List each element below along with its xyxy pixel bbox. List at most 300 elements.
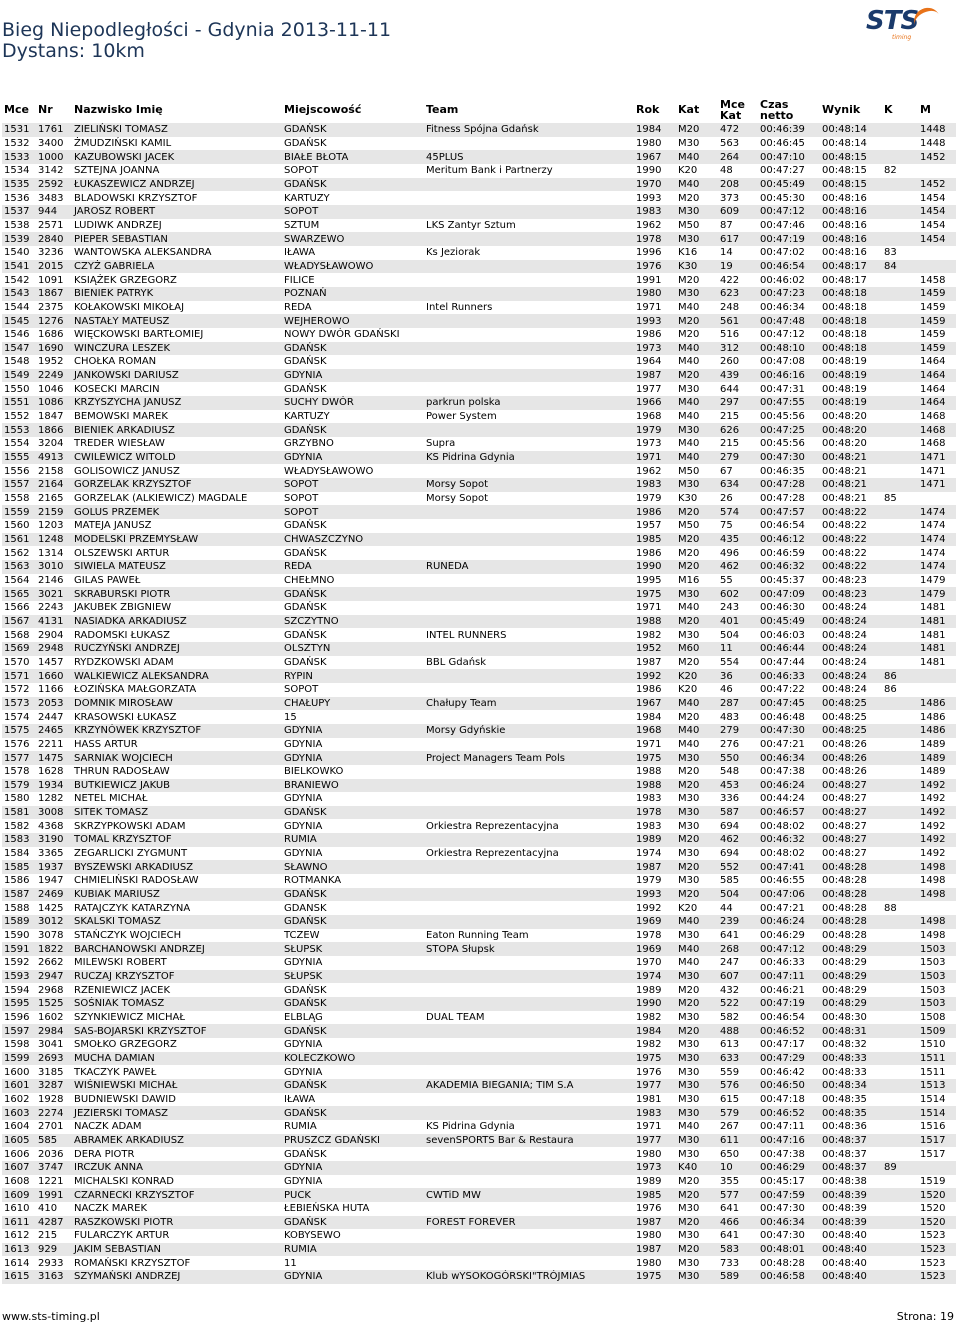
cell-result: 00:48:15 bbox=[822, 165, 867, 177]
cell-category-place: 14 bbox=[720, 247, 733, 259]
cell-place: 1609 bbox=[2, 1188, 36, 1202]
footer-website[interactable]: www.sts-timing.pl bbox=[2, 1310, 100, 1323]
cell-year: 1980 bbox=[634, 287, 676, 301]
cell-category-place: 264 bbox=[718, 150, 758, 164]
cell-number: 1628 bbox=[38, 766, 64, 778]
table-row bbox=[2, 464, 956, 478]
cell-women-place bbox=[882, 765, 918, 779]
cell-women-place bbox=[882, 382, 918, 396]
cell-women-place bbox=[882, 997, 918, 1011]
cell-place: 1615 bbox=[2, 1270, 36, 1284]
col-header-women-place: K bbox=[884, 103, 893, 116]
table-row bbox=[2, 669, 956, 683]
cell-city: NOWY DWÓR GDAŃSKI bbox=[284, 329, 400, 341]
cell-category-place: 276 bbox=[720, 738, 740, 750]
table-row bbox=[2, 478, 956, 492]
cell-net-time: 00:47:18 bbox=[760, 1093, 805, 1105]
cell-year: 1987 bbox=[634, 1216, 676, 1230]
cell-number: 4287 bbox=[36, 1216, 72, 1230]
cell-men-place: 1489 bbox=[920, 766, 946, 778]
cell-number: 1221 bbox=[38, 1175, 64, 1187]
cell-men-place: 1459 bbox=[918, 287, 956, 301]
cell-place: 1548 bbox=[4, 356, 30, 368]
cell-name: KUBIAK MARIUSZ bbox=[72, 888, 282, 902]
cell-place: 1581 bbox=[2, 806, 36, 820]
cell-women-place bbox=[882, 150, 918, 164]
cell-women-place bbox=[882, 1147, 918, 1161]
cell-result: 00:48:40 bbox=[822, 1230, 867, 1242]
cell-category-place: 488 bbox=[718, 1024, 758, 1038]
cell-women-place bbox=[882, 342, 918, 356]
cell-number: 2447 bbox=[38, 711, 64, 723]
cell-year: 1990 bbox=[636, 165, 662, 177]
cell-place: 1557 bbox=[2, 478, 36, 492]
cell-men-place: 1468 bbox=[918, 423, 956, 437]
cell-name: WALKIEWICZ ALEKSANDRA bbox=[72, 669, 282, 683]
cell-women-place bbox=[882, 587, 918, 601]
cell-year: 1992 bbox=[636, 902, 662, 914]
cell-result: 00:48:32 bbox=[822, 1039, 867, 1051]
cell-category: M20 bbox=[678, 274, 700, 286]
cell-women-place bbox=[882, 232, 918, 246]
cell-name: JANKOWSKI DARIUSZ bbox=[72, 369, 282, 383]
cell-place: 1599 bbox=[2, 1052, 36, 1066]
cell-number: 2375 bbox=[38, 301, 64, 313]
cell-category-place: 44 bbox=[720, 902, 733, 914]
cell-city: GDYNIA bbox=[284, 848, 323, 860]
cell-category-place: 576 bbox=[718, 1079, 758, 1093]
cell-name: NASIADKA ARKADIUSZ bbox=[72, 615, 282, 629]
cell-team: KS Pidrina Gdynia bbox=[426, 1121, 515, 1133]
cell-net-time: 00:48:28 bbox=[760, 1257, 805, 1269]
cell-category: M20 bbox=[676, 833, 718, 847]
cell-city: GDYNIA bbox=[282, 451, 424, 465]
cell-category: M50 bbox=[678, 520, 700, 532]
cell-net-time: 00:47:28 bbox=[760, 493, 805, 505]
table-row bbox=[2, 164, 956, 178]
cell-team bbox=[424, 205, 634, 219]
cell-team bbox=[424, 1106, 634, 1120]
cell-men-place: 1513 bbox=[918, 1079, 956, 1093]
cell-place: 1535 bbox=[2, 178, 36, 192]
cell-number: 2469 bbox=[36, 888, 72, 902]
cell-category: M30 bbox=[678, 1093, 700, 1105]
cell-women-place bbox=[882, 219, 918, 233]
cell-category: M40 bbox=[678, 411, 700, 423]
cell-men-place: 1503 bbox=[918, 997, 956, 1011]
cell-place: 1580 bbox=[4, 793, 30, 805]
cell-team: Meritum Bank i Partnerzy bbox=[426, 165, 553, 177]
cell-result: 00:48:25 bbox=[820, 724, 882, 738]
table-row bbox=[2, 628, 956, 642]
cell-number: 3041 bbox=[38, 1039, 64, 1051]
cell-year: 1971 bbox=[636, 1121, 662, 1133]
cell-category: M20 bbox=[676, 505, 718, 519]
cell-year: 1973 bbox=[634, 342, 676, 356]
cell-category: M20 bbox=[676, 123, 718, 137]
cell-result: 00:48:14 bbox=[820, 123, 882, 137]
cell-men-place: 1492 bbox=[920, 793, 946, 805]
cell-team bbox=[424, 779, 634, 793]
cell-team bbox=[424, 314, 634, 328]
cell-women-place bbox=[882, 929, 918, 943]
cell-net-time: 00:46:24 bbox=[758, 915, 820, 929]
cell-net-time: 00:47:10 bbox=[758, 150, 820, 164]
cell-place: 1602 bbox=[4, 1093, 30, 1105]
cell-number: 3021 bbox=[36, 587, 72, 601]
cell-place: 1537 bbox=[2, 205, 36, 219]
cell-net-time: 00:46:54 bbox=[758, 260, 820, 274]
cell-men-place: 1508 bbox=[920, 1011, 946, 1023]
table-row bbox=[2, 601, 956, 615]
cell-name: RZENIEWICZ JACEK bbox=[74, 984, 171, 996]
cell-place: 1607 bbox=[2, 1161, 36, 1175]
cell-number: 2243 bbox=[38, 602, 64, 614]
cell-result: 00:48:35 bbox=[820, 1106, 882, 1120]
table-row bbox=[2, 738, 956, 752]
cell-team: RUNEDA bbox=[424, 560, 634, 574]
cell-category: M30 bbox=[678, 1039, 700, 1051]
cell-name: CHOŁKA ROMAN bbox=[74, 356, 157, 368]
cell-category: M20 bbox=[676, 1243, 718, 1257]
cell-name: WIŚNIEWSKI MICHAŁ bbox=[72, 1079, 282, 1093]
cell-women-place bbox=[882, 328, 918, 342]
cell-category-place: 75 bbox=[720, 520, 733, 532]
cell-place: 1592 bbox=[4, 957, 30, 969]
cell-result: 00:48:40 bbox=[820, 1270, 882, 1284]
cell-number: 1937 bbox=[36, 860, 72, 874]
cell-result: 00:48:24 bbox=[820, 642, 882, 656]
cell-category-place: 483 bbox=[720, 711, 740, 723]
cell-number: 1046 bbox=[38, 383, 64, 395]
cell-city: GDAŃSK bbox=[284, 602, 327, 614]
cell-category: M40 bbox=[676, 150, 718, 164]
cell-name: PIEPER SEBASTIAN bbox=[72, 232, 282, 246]
cell-number: 1203 bbox=[38, 520, 64, 532]
cell-team bbox=[424, 710, 634, 724]
cell-net-time: 00:47:19 bbox=[758, 997, 820, 1011]
cell-place: 1542 bbox=[4, 274, 30, 286]
cell-result: 00:48:27 bbox=[820, 779, 882, 793]
cell-women-place bbox=[882, 423, 918, 437]
cell-net-time: 00:46:52 bbox=[758, 1106, 820, 1120]
table-row bbox=[2, 942, 956, 956]
cell-net-time: 00:47:21 bbox=[760, 902, 805, 914]
cell-place: 1579 bbox=[2, 779, 36, 793]
cell-category: M20 bbox=[676, 533, 718, 547]
cell-number: 2036 bbox=[38, 1148, 64, 1160]
cell-year: 1987 bbox=[634, 369, 676, 383]
cell-city: GDAŃSK bbox=[284, 137, 327, 149]
cell-year: 1984 bbox=[636, 711, 662, 723]
cell-team bbox=[424, 328, 634, 342]
cell-category-place: 550 bbox=[718, 751, 758, 765]
cell-category-place: 87 bbox=[720, 219, 733, 231]
cell-place: 1582 bbox=[4, 820, 30, 832]
cell-category: M20 bbox=[678, 1175, 700, 1187]
cell-number: 1928 bbox=[38, 1093, 64, 1105]
cell-category-place: 260 bbox=[720, 356, 740, 368]
cell-result: 00:48:28 bbox=[822, 902, 867, 914]
cell-men-place: 1517 bbox=[918, 1134, 956, 1148]
table-row bbox=[2, 410, 956, 424]
table-row bbox=[2, 546, 956, 560]
cell-result: 00:48:38 bbox=[822, 1175, 867, 1187]
cell-men-place: 1523 bbox=[918, 1243, 956, 1257]
cell-city: CHEŁMNO bbox=[284, 574, 335, 586]
page-title bbox=[2, 20, 391, 62]
cell-net-time: 00:47:55 bbox=[758, 396, 820, 410]
cell-women-place bbox=[882, 533, 918, 547]
cell-women-place bbox=[882, 1093, 918, 1107]
cell-year: 1989 bbox=[636, 1175, 662, 1187]
cell-result: 00:48:18 bbox=[822, 301, 867, 313]
cell-result: 00:48:19 bbox=[822, 383, 867, 395]
cell-category: M30 bbox=[676, 1134, 718, 1148]
cell-number: 3747 bbox=[36, 1161, 72, 1175]
cell-result: 00:48:18 bbox=[820, 314, 882, 328]
logo-subtext: timing bbox=[892, 34, 912, 41]
cell-men-place: 1479 bbox=[920, 574, 946, 586]
cell-category: M40 bbox=[676, 724, 718, 738]
cell-women-place bbox=[882, 792, 918, 806]
cell-category: M40 bbox=[678, 738, 700, 750]
table-row bbox=[2, 888, 956, 902]
cell-category-place: 279 bbox=[718, 724, 758, 738]
cell-number: 1847 bbox=[38, 411, 64, 423]
cell-name: SAS-BOJARSKI KRZYSZTOF bbox=[72, 1024, 282, 1038]
cell-city: GDAŃSK bbox=[282, 997, 424, 1011]
cell-number: 3400 bbox=[38, 137, 64, 149]
cell-category-place: 26 bbox=[720, 493, 733, 505]
cell-year: 1975 bbox=[634, 1052, 676, 1066]
cell-result: 00:48:24 bbox=[822, 684, 867, 696]
cell-women-place bbox=[882, 137, 918, 151]
cell-place: 1605 bbox=[2, 1134, 36, 1148]
cell-name: FULARCZYK ARTUR bbox=[74, 1230, 170, 1242]
cell-place: 1586 bbox=[4, 875, 30, 887]
cell-city: CHAŁUPY bbox=[282, 697, 424, 711]
cell-net-time: 00:47:38 bbox=[760, 766, 805, 778]
cell-team bbox=[424, 232, 634, 246]
cell-team bbox=[424, 1175, 634, 1189]
cell-team bbox=[424, 1065, 634, 1079]
cell-result: 00:48:19 bbox=[820, 396, 882, 410]
cell-number: 3012 bbox=[36, 915, 72, 929]
cell-category-place: 585 bbox=[720, 875, 740, 887]
cell-place: 1578 bbox=[4, 766, 30, 778]
cell-city: ELBLĄG bbox=[284, 1011, 323, 1023]
cell-category: M20 bbox=[676, 1216, 718, 1230]
cell-number: 2933 bbox=[38, 1257, 64, 1269]
cell-place: 1553 bbox=[2, 423, 36, 437]
cell-place: 1613 bbox=[2, 1243, 36, 1257]
cell-result: 00:48:30 bbox=[822, 1011, 867, 1023]
cell-category-place: 36 bbox=[718, 669, 758, 683]
cell-place: 1562 bbox=[4, 547, 30, 559]
table-row bbox=[2, 587, 956, 601]
cell-category-place: 559 bbox=[720, 1066, 740, 1078]
cell-city: GDYNIA bbox=[282, 369, 424, 383]
cell-team: KS Pidrina Gdynia bbox=[424, 451, 634, 465]
cell-net-time: 00:47:12 bbox=[760, 329, 805, 341]
cell-net-time: 00:47:27 bbox=[760, 165, 805, 177]
cell-number: 1686 bbox=[38, 329, 64, 341]
cell-year: 1981 bbox=[636, 1093, 662, 1105]
cell-team: Eaton Running Team bbox=[426, 930, 529, 942]
cell-name: RUCZYŃSKI ANDRZEJ bbox=[72, 642, 282, 656]
cell-net-time: 00:47:57 bbox=[758, 505, 820, 519]
cell-year: 1975 bbox=[634, 1270, 676, 1284]
cell-category: M30 bbox=[676, 587, 718, 601]
cell-category-place: 10 bbox=[718, 1161, 758, 1175]
cell-number: 2164 bbox=[36, 478, 72, 492]
cell-net-time: 00:47:22 bbox=[760, 684, 805, 696]
cell-year: 1990 bbox=[634, 997, 676, 1011]
cell-net-time: 00:46:32 bbox=[758, 833, 820, 847]
cell-category: M40 bbox=[676, 342, 718, 356]
cell-year: 1983 bbox=[634, 205, 676, 219]
table-row bbox=[2, 642, 956, 656]
cell-number: 2053 bbox=[36, 697, 72, 711]
cell-name: ZIELIŃSKI TOMASZ bbox=[72, 123, 282, 137]
cell-number: 1000 bbox=[36, 150, 72, 164]
cell-name: SARNIAK WOJCIECH bbox=[72, 751, 282, 765]
cell-net-time: 00:45:49 bbox=[758, 178, 820, 192]
cell-result: 00:48:28 bbox=[822, 930, 867, 942]
cell-team bbox=[424, 287, 634, 301]
cell-city: GDYNIA bbox=[282, 1270, 424, 1284]
cell-net-time: 00:46:55 bbox=[760, 875, 805, 887]
cell-category-place: 462 bbox=[718, 560, 758, 574]
cell-number: 3163 bbox=[36, 1270, 72, 1284]
cell-men-place: 1464 bbox=[920, 383, 946, 395]
cell-city: WEJHEROWO bbox=[282, 314, 424, 328]
cell-name: CWILEWICZ WITOLD bbox=[72, 451, 282, 465]
cell-result: 00:48:35 bbox=[822, 1093, 867, 1105]
cell-place: 1569 bbox=[2, 642, 36, 656]
cell-city: SOPOT bbox=[282, 478, 424, 492]
cell-city: GRZYBNO bbox=[284, 438, 334, 450]
cell-category-place: 641 bbox=[720, 1203, 740, 1215]
table-row bbox=[2, 219, 956, 233]
cell-result: 00:48:24 bbox=[820, 615, 882, 629]
cell-name: SKRABURSKI PIOTR bbox=[72, 587, 282, 601]
cell-category: M20 bbox=[676, 888, 718, 902]
cell-category-place: 297 bbox=[718, 396, 758, 410]
table-row bbox=[2, 751, 956, 765]
cell-men-place: 1503 bbox=[918, 942, 956, 956]
cell-place: 1608 bbox=[4, 1175, 30, 1187]
cell-net-time: 00:47:29 bbox=[758, 1052, 820, 1066]
cell-net-time: 00:47:38 bbox=[760, 1148, 805, 1160]
cell-city: IŁAWA bbox=[284, 1093, 316, 1105]
cell-place: 1583 bbox=[2, 833, 36, 847]
cell-number: 1276 bbox=[36, 314, 72, 328]
cell-year: 1980 bbox=[636, 1257, 662, 1269]
cell-category: M30 bbox=[678, 629, 700, 641]
cell-women-place bbox=[882, 1188, 918, 1202]
cell-year: 1971 bbox=[634, 451, 676, 465]
cell-name: DOMNIK MIROSŁAW bbox=[72, 697, 282, 711]
cell-name: RATAJCZYK KATARZYNA bbox=[74, 902, 191, 914]
cell-team bbox=[424, 765, 634, 779]
cell-category-place: 733 bbox=[720, 1257, 740, 1269]
cell-name: MODELSKI PRZEMYSŁAW bbox=[72, 533, 282, 547]
cell-city: GDYNIA bbox=[284, 738, 323, 750]
cell-name: BIENIEK ARKADIUSZ bbox=[72, 423, 282, 437]
cell-category-place: 561 bbox=[718, 314, 758, 328]
cell-net-time: 00:47:30 bbox=[758, 451, 820, 465]
cell-women-place bbox=[882, 301, 918, 315]
cell-men-place: 1481 bbox=[920, 656, 946, 668]
cell-category-place: 650 bbox=[720, 1148, 740, 1160]
cell-year: 1992 bbox=[634, 669, 676, 683]
cell-team: FOREST FOREVER bbox=[424, 1216, 634, 1230]
cell-category: M30 bbox=[676, 478, 718, 492]
cell-men-place bbox=[918, 901, 956, 915]
cell-team bbox=[424, 382, 634, 396]
cell-city: POZNAŃ bbox=[282, 287, 424, 301]
cell-year: 1979 bbox=[636, 493, 662, 505]
cell-name: SMOŁKO GRZEGORZ bbox=[74, 1039, 177, 1051]
cell-net-time: 00:47:30 bbox=[758, 724, 820, 738]
cell-year: 1980 bbox=[636, 137, 662, 149]
cell-men-place: 1503 bbox=[918, 970, 956, 984]
cell-result: 00:48:22 bbox=[820, 533, 882, 547]
cell-year: 1986 bbox=[636, 547, 662, 559]
cell-category-place: 623 bbox=[718, 287, 758, 301]
cell-team bbox=[424, 833, 634, 847]
cell-category-place: 504 bbox=[718, 888, 758, 902]
cell-women-place: 82 bbox=[884, 165, 897, 177]
cell-category-place: 582 bbox=[720, 1011, 740, 1023]
cell-city: SŁUPSK bbox=[282, 942, 424, 956]
cell-category: K40 bbox=[676, 1161, 718, 1175]
cell-women-place bbox=[882, 314, 918, 328]
cell-year: 1996 bbox=[636, 247, 662, 259]
cell-name: MILEWSKI ROBERT bbox=[74, 957, 167, 969]
table-row bbox=[2, 1229, 956, 1243]
cell-women-place bbox=[882, 369, 918, 383]
table-row bbox=[2, 1147, 956, 1161]
cell-team: LKS Zantyr Sztum bbox=[426, 219, 516, 231]
cell-city: GDYNIA bbox=[282, 751, 424, 765]
cell-category: M30 bbox=[678, 930, 700, 942]
cell-result: 00:48:20 bbox=[822, 438, 867, 450]
cell-women-place bbox=[882, 1134, 918, 1148]
cell-result: 00:48:28 bbox=[822, 875, 867, 887]
table-row bbox=[2, 1134, 956, 1148]
table-row bbox=[2, 819, 956, 833]
cell-category: M20 bbox=[676, 1024, 718, 1038]
cell-number: 3204 bbox=[38, 438, 64, 450]
cell-year: 1978 bbox=[636, 930, 662, 942]
cell-category-place: 268 bbox=[718, 942, 758, 956]
cell-number: 2158 bbox=[38, 465, 64, 477]
cell-category-place: 472 bbox=[718, 123, 758, 137]
cell-category-place: 641 bbox=[720, 930, 740, 942]
table-row bbox=[2, 724, 956, 738]
cell-number: 1525 bbox=[36, 997, 72, 1011]
cell-place: 1532 bbox=[4, 137, 30, 149]
cell-result: 00:48:25 bbox=[820, 697, 882, 711]
table-row bbox=[2, 342, 956, 356]
cell-number: 1091 bbox=[38, 274, 64, 286]
cell-number: 2968 bbox=[38, 984, 64, 996]
cell-city: 11 bbox=[284, 1257, 297, 1269]
cell-city: SOPOT bbox=[282, 505, 424, 519]
